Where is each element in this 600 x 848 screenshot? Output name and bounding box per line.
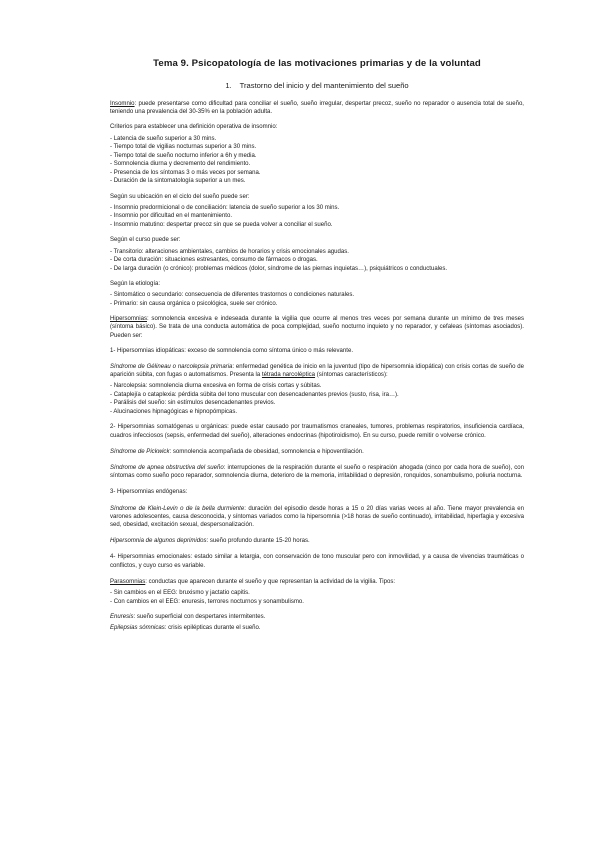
list-item: - Presencia de los síntomas 3 o más veces por semana. — [110, 169, 261, 176]
apnea-term: Síndrome de apnea obstructiva del sueño — [110, 465, 224, 472]
enuresis-text: : sueño superficial con despertares intermitentes. — [133, 614, 266, 621]
epilepsias-paragraph — [110, 624, 524, 632]
ubicacion-list — [110, 204, 524, 230]
curso-title: Según el curso puede ser: — [110, 237, 181, 244]
list-item: - Sintomático o secundario: consecuencia de diferentes trastornos o condiciones naturales. — [110, 292, 355, 299]
parasomnias-term: Parasomnias — [110, 578, 146, 585]
list-item: - Duración de la sintomatología superior a un mes. — [110, 178, 246, 185]
pickwick-text: : somnolencia acompañada de obesidad, somnolencia e hipoventilación. — [169, 448, 364, 455]
list-item: - Transitorio: alteraciones ambientales, cambios de horarios y crisis emocionales agudas. — [110, 248, 349, 255]
kleine-paragraph — [110, 505, 524, 530]
ubicacion-title: Según su ubicación en el ciclo del sueño puede ser: — [110, 193, 250, 200]
pickwick-term: Síndrome de Pickwick — [110, 448, 170, 455]
list-item: - Cataplejía o cataplexia: pérdida súbita del tono muscular con desencadenantes previos (susto, risa, ira…). — [110, 391, 399, 398]
kleine-text: : duración del episodio desde horas a 15 o 20 días varias veces al año. Tiene mayor prevalencia en varones adolescentes, causa desconocida, y síntomas variados como la hipersomnia (>18 horas de sueño continuado), irritabilidad, hiperfagia y excesiva sed, obesidad, excitación sexual, despersonalización. — [110, 505, 524, 529]
list-item: - Narcolepsia: somnolencia diurna excesiva en forma de crisis cortas y súbitas. — [110, 383, 322, 390]
curso-list — [110, 248, 524, 274]
deprimidos-text: : sueño profundo durante 15-20 horas. — [206, 538, 310, 545]
idiopaticas-paragraph: 1- Hipersomnias idiopáticas: exceso de somnolencia como síntoma único o más relevante. — [110, 347, 354, 354]
pickwick-paragraph — [110, 448, 524, 456]
gelineau-paragraph — [110, 363, 524, 379]
list-item: - Con cambios en el EEG: enuresis, terrores nocturnos y sonambulismo. — [110, 598, 304, 605]
hipersomnias-term: Hipersomnias — [110, 316, 147, 323]
epilepsias-term: Epilepsias sómnicas — [110, 625, 165, 632]
section-number: 1. — [225, 81, 232, 90]
list-item: - Somnolencia diurna y decremento del rendimiento. — [110, 161, 251, 168]
list-item: - Primario: sin causa orgánica o psicológica, suele ser crónico. — [110, 300, 278, 307]
deprimidos-term: Hipersomnia de algunos deprimidos — [110, 538, 207, 545]
list-item: - Latencia de sueño superior a 30 mins. — [110, 135, 217, 142]
section-title: Trastorno del inicio y del mantenimiento del sueño — [239, 81, 409, 90]
insomnio-def: : puede presentarse como dificultad para conciliar el sueño, sueño irregular, despertar precoz, sueño no reparador o ausencia total de sueño, teniendo una prevalencia del 30-35% en la población adulta. — [110, 101, 524, 116]
gelineau-text: : enfermedad genética de inicio en la juventud (tipo de hipersomnia idiopática) con crisis cortas de sueño de aparición súbita, con fugas o automatismos. Presenta la — [110, 364, 524, 379]
etiologia-title: Según la etiología: — [110, 281, 161, 288]
gelineau-term: Síndrome de Gélineau o narcolepsia primaria — [110, 364, 233, 371]
deprimidos-paragraph — [110, 537, 524, 545]
hipersomnias-definition — [110, 315, 524, 340]
list-item: - Insomnio matutino: despertar precoz sin que se pueda volver a conciliar el sueño. — [110, 221, 333, 228]
insomnio-definition — [110, 100, 524, 116]
endogenas-heading: 3- Hipersomnias endógenas: — [110, 489, 188, 496]
list-item: - Insomnio predormicional o de conciliación: latencia de sueño superior a los 30 mins. — [110, 204, 340, 211]
tetrada-term: tétrada narcoléptica — [261, 372, 316, 379]
epilepsias-text: : crisis epilépticas durante el sueño. — [164, 625, 261, 632]
section-heading — [110, 81, 524, 90]
tetrada-list — [110, 382, 524, 416]
list-item: - De corta duración: situaciones estresantes, consumo de fármacos o drogas. — [110, 257, 318, 264]
criterios-title: Criterios para establecer una definición operativa de insomnio: — [110, 124, 278, 131]
list-item: - De larga duración (o crónico): problemas médicos (dolor, síndrome de las piernas inquietas…), psiquiátricos o conductuales. — [110, 265, 448, 272]
list-item: - Tiempo total de vigilias nocturnas superior a 30 mins. — [110, 144, 257, 151]
hipersomnias-def: : somnolencia excesiva e indeseada durante la vigilia que ocurre al menos tres veces por semana durante un mínimo de tres meses (síntoma básico). Se trata de una conducta automática de poca complejidad, sueño nocturno inquieto y no reparador, y cefaleas (síntomas asociados). Pueden ser: — [110, 316, 524, 339]
list-item: - Parálisis del sueño: sin estímulos desencadenantes previos. — [110, 400, 276, 407]
criterios-list — [110, 135, 524, 186]
gelineau-end: (síntomas característicos): — [315, 372, 388, 379]
list-item: - Sin cambios en el EEG: bruxismo y jactatio capitis. — [110, 590, 250, 597]
kleine-term: Síndrome de Klein-Levin o de la bella durmiente — [110, 505, 245, 512]
enuresis-paragraph — [110, 613, 524, 621]
parasomnias-definition — [110, 578, 524, 586]
page-title: Tema 9. Psicopatología de las motivaciones primarias y de la voluntad — [153, 58, 481, 69]
list-item: - Tiempo total de sueño nocturno inferior a 6h y media. — [110, 152, 257, 159]
enuresis-term: Enuresis — [110, 614, 134, 621]
emocionales-paragraph: 4- Hipersomnias emocionales: estado similar a letargia, con conservación de tono muscular pero con inmovilidad, y a causa de vivencias traumáticas o conflictos, y cuyo curso es variable. — [110, 554, 524, 569]
somatogenas-paragraph: 2- Hipersomnias somatógenas u orgánicas: puede estar causado por traumatismos craneales, tumores, problemas respiratorios, insuficiencia cardíaca, cuadros infecciosos (sepsis, enfermedad del sueño), alteraciones endocrinas (hipotiroidismo). En su curso, puede remitir o volverse crónico. — [110, 424, 524, 439]
etiologia-list — [110, 291, 524, 308]
parasomnias-list — [110, 589, 524, 606]
apnea-text: : interrupciones de la respiración durante el sueño o respiración ahogada (cinco por cada hora de sueño), con síntomas como sueño poco reparador, somnolencia diurna, deterioro de la memoria, irritabilidad o depresión, ronquidos, sonambulismo, poliuria nocturna. — [110, 465, 524, 480]
list-item: - Insomnio por dificultad en el mantenimiento. — [110, 213, 233, 220]
list-item: - Alucinaciones hipnagógicas e hipnopómpicas. — [110, 408, 238, 415]
insomnio-term: Insomnio — [110, 101, 135, 107]
parasomnias-def: : conductas que aparecen durante el sueño y que representan la actividad de la vigilia. Tipos: — [145, 578, 396, 585]
apnea-paragraph — [110, 464, 524, 480]
